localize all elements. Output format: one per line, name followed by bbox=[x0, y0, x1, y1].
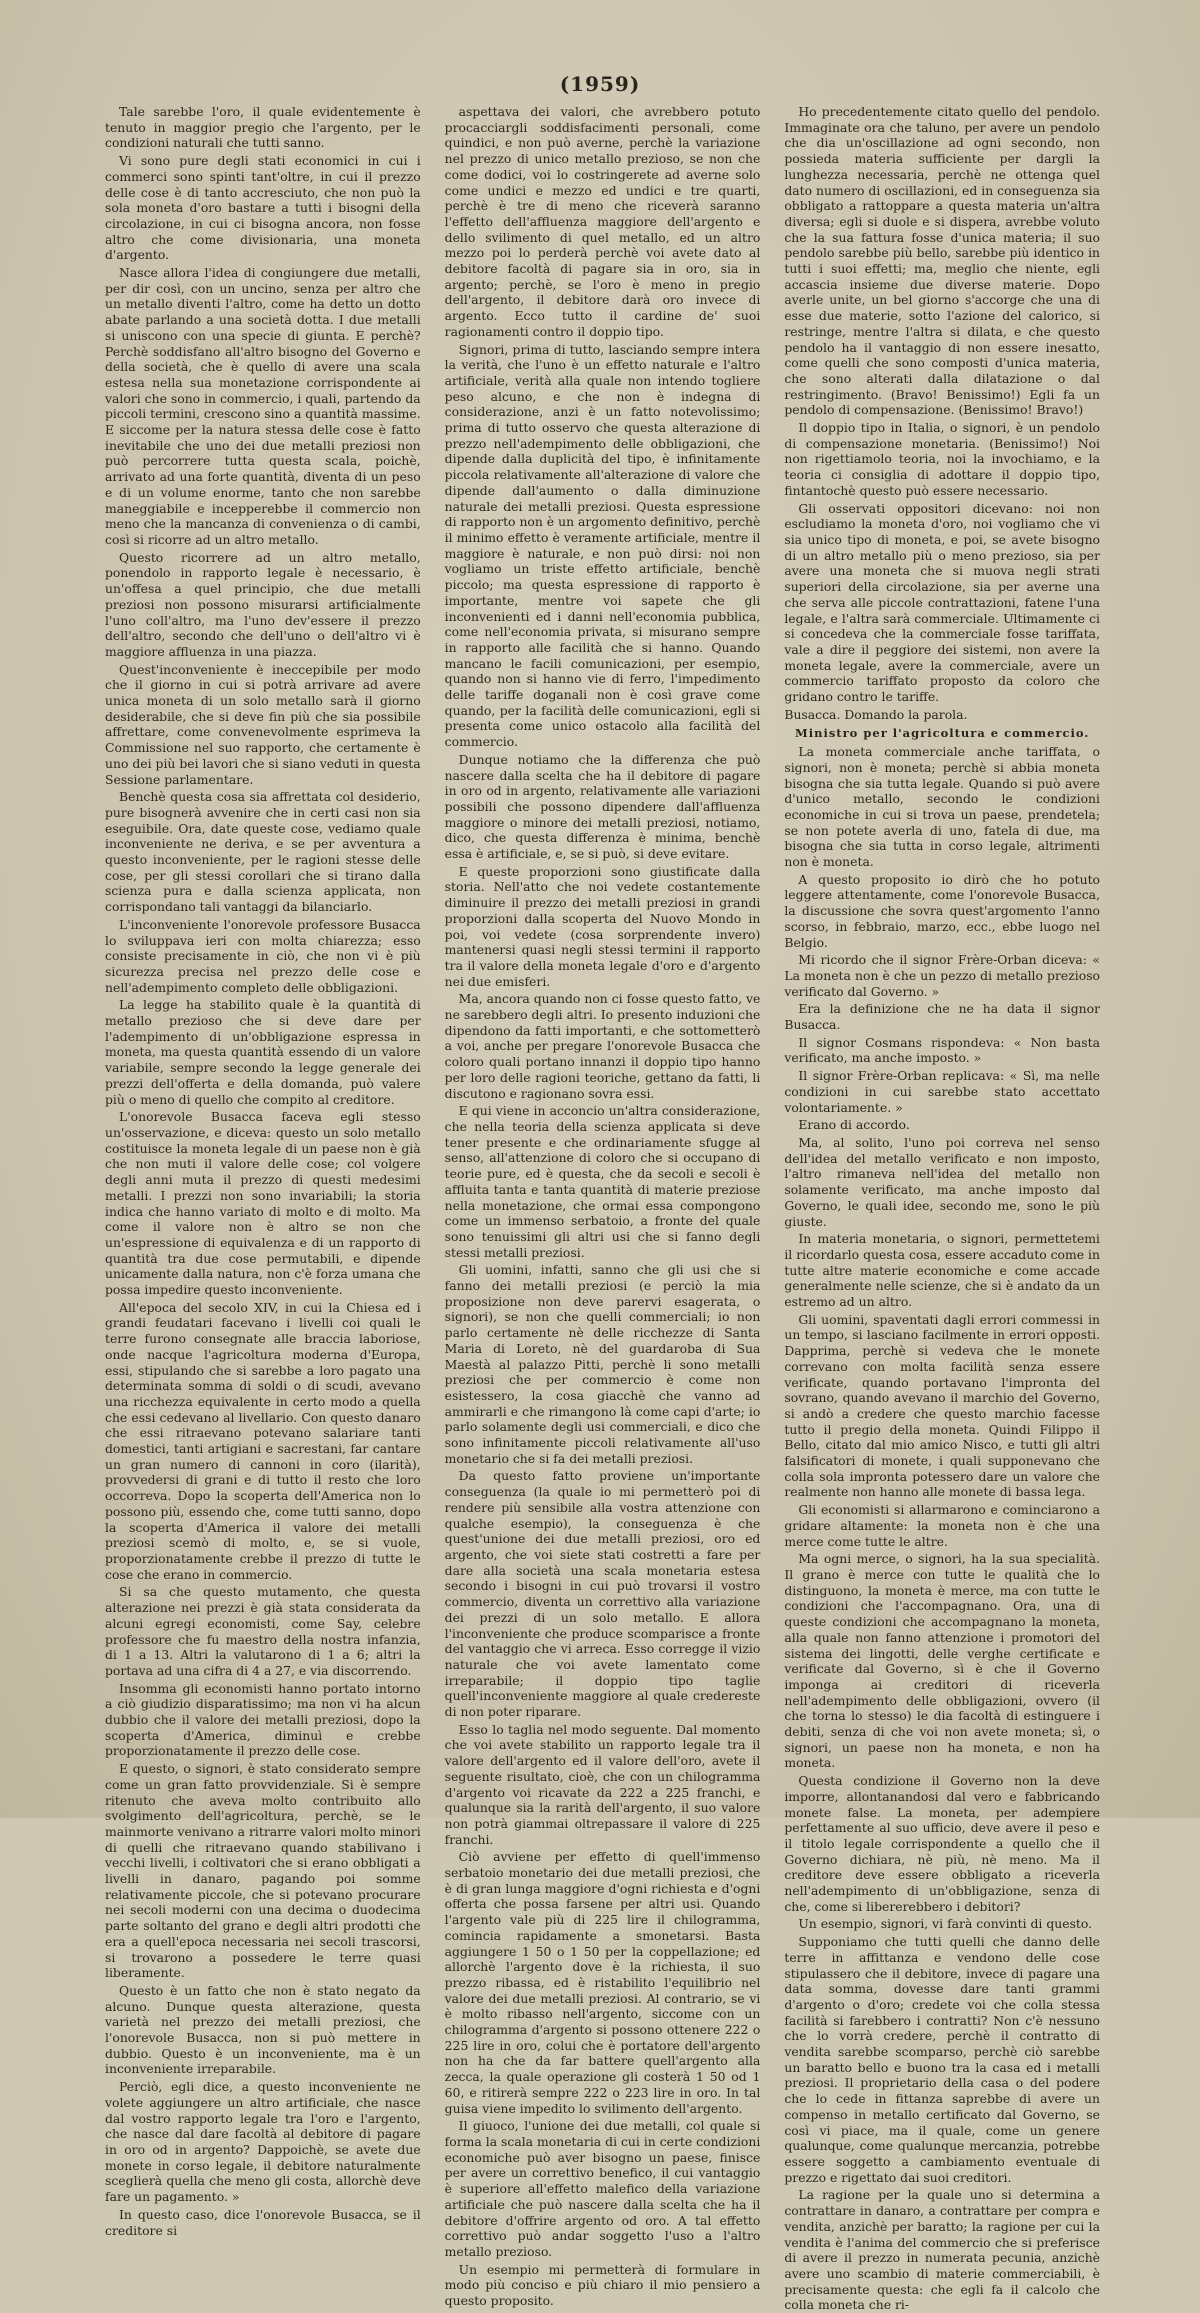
paragraph: La legge ha stabilito quale è la quantità di metallo prezioso che si deve dare per l'adempimento di un'obbligazione espressa in moneta, ma questa quantità essendo di un valore variabile, sempre secondo la legge generale dei prezzi dell'offerta e della domanda, può valere più o meno di quello che compito al creditore. bbox=[105, 997, 421, 1107]
paragraph: La moneta commerciale anche tariffata, o signori, non è moneta; perchè si abbia moneta bisogna che sia tutta legale. Quando si può avere d'unico metallo, secondo le condizioni economiche in cui si trova un paese, prendetela; se non potete averla di uno, fatela di due, ma bisogna che sia tutta in corso legale, altrimenti non è moneta. bbox=[784, 744, 1101, 870]
paragraph: Erano di accordo. bbox=[798, 1117, 910, 1133]
paragraph: Gli uomini, infatti, sanno che gli usi che si fanno dei metalli preziosi (e perciò la mia proposizione non deve parervi esagerata, o signori), se non che quelli commerciali; io non parlo certamente nè delle ricchezze di Santa Maria di Loreto, nè del guardaroba di Sua Maestà al palazzo Pitti, perchè li sono metalli preziosi che per commercio è come non esistessero, la cosa giacchè che vanno ad ammirarli e che rimangono là come capi d'arte; io parlo solamente degli usi commerciali, e dico che sono infinitamente piccoli relativamente all'uso monetario che si fa dei metalli preziosi. bbox=[444, 1262, 761, 1466]
section-heading: Ministro per l'agricoltura e commercio. bbox=[795, 726, 1090, 741]
paragraph: Mi ricordo che il signor Frère-Orban diceva: « La moneta non è che un pezzo di metallo prezioso verificato dal Governo. » bbox=[784, 952, 1101, 999]
paragraph: Gli osservati oppositori dicevano: noi non escludiamo la moneta d'oro, noi vogliamo che vi sia unico tipo di moneta, e poi, se avete bisogno di un altro metallo più o meno prezioso, sia per avere una moneta che si muova negli strati superiori della circolazione, sia per averne una che serva alle piccole contrattazioni, fatene l'una legale, e l'altra sarà commerciale. Ultimamente ci si concedeva che la commerciale fosse tariffata, vale a dire il peggiore dei sistemi, non avere la moneta legale, avere la commerciale, avere un commercio tariffato proposto da coloro che gridano contro le tariffe. bbox=[784, 500, 1101, 705]
column-right bbox=[784, 104, 1101, 2313]
text-columns bbox=[105, 104, 1101, 2313]
column-middle bbox=[444, 104, 761, 2309]
paragraph: Nasce allora l'idea di congiungere due metalli, per dir così, con un uncino, senza per altro che un metallo diventi l'altro, come ha detto un dotto abate parlando a una società dotta. I due metalli si uniscono con una specie di giunta. E perchè? Perchè soddisfano all'altro bisogno del Governo e della società, che è quello di avere una scala estesa nella sua monetazione corrispondente ai valori che sono in commercio, i quali, partendo da piccoli termini, crescono sino a quantità massime. E siccome per la natura stessa delle cose è fatto inevitabile che uno dei due metalli preziosi non può percorrere tutta questa scala, poichè, arrivato ad una forte quantità, diventa di un peso e di un volume enorme, tanto che non sarebbe maneggiabile e incepperebbe il commercio non meno che la mancanza di convenienza o di cambi, così si ricorre ad un altro metallo. bbox=[105, 265, 421, 547]
paragraph: In questo caso, dice l'onorevole Busacca, se il creditore si bbox=[105, 2206, 421, 2238]
paragraph: Benchè questa cosa sia affrettata col desiderio, pure bisognerà avvenire che in certi casi non sia eseguibile. Ora, date queste cose, vediamo quale inconveniente ne deriva, e se per avventura a questo inconveniente, per le ragioni stesse delle cose, per gli stessi corollari che si tirano dalla scienza pura e dalla scienza applicata, non corrispondano tali vantaggi da bilanciarlo. bbox=[105, 789, 421, 915]
paragraph: E questo, o signori, è stato considerato sempre come un gran fatto provvidenziale. Si è sempre ritenuto che aveva molto contribuito allo svolgimento dell'agricoltura, perchè, se le mainmorte venivano a ritrarre valori molto minori di quelli che ritraevano quando stabilivano i vecchi livelli, i coltivatori che si erano obbligati a livelli in danaro, pagando poi somme relativamente piccole, che si potevano procurare nei secoli moderni con una decima o duodecima parte soltanto del grano e degli altri prodotti che era a quell'epoca necessaria nei secoli trascorsi, si trovarono a possedere le terre quasi liberamente. bbox=[105, 1761, 421, 1981]
paragraph: Ciò avviene per effetto di quell'immenso serbatoio monetario dei due metalli preziosi, che è di gran lunga maggiore d'ogni richiesta e d'ogni offerta che possa farsene per altri usi. Quando l'argento vale più di 225 lire il chilogramma, comincia rapidamente a smonetarsi. Basta aggiungere 1 50 o 1 50 per la coppellazione; ed allorchè l'argento dove è la richiesta, il suo prezzo ribassa, ed è ristabilito l'equilibrio nel valore dei due metalli preziosi. Al contrario, se vi è molto ribasso nell'argento, siccome con un chilogramma d'argento si possono ottenere 222 o 225 lire in oro, colui che è portatore dell'argento non ha che da far battere quell'argento alla zecca, la quale operazione gli costerà 1 50 od 1 60, e ritirerà sempre 222 o 223 lire in oro. In tal guisa viene impedito lo svilimento dell'argento. bbox=[444, 1849, 761, 2116]
paragraph: Dunque notiamo che la differenza che può nascere dalla scelta che ha il debitore di pagare in oro od in argento, relativamente alle variazioni possibili che possono dipendere dall'affluenza maggiore o minore dei metalli preziosi, notiamo, dico, che questa differenza è minima, benchè essa è artificiale, e, se si può, si deve evitare. bbox=[444, 751, 761, 862]
paragraph: Era la definizione che ne ha data il signor Busacca. bbox=[784, 1001, 1101, 1033]
paragraph: Supponiamo che tutti quelli che danno delle terre in affittanza e vendono delle cose stipulassero che il debitore, invece di pagare una data somma, dovesse dare tanti grammi d'argento o d'oro; credete voi che colla stessa facilità si farebbero i contratti? Non c'è nessuno che lo vorrà credere, perchè il contratto di vendita sarebbe scomparso, perchè ciò sarebbe un baratto bello e buono tra la casa ed i metalli preziosi. Il proprietario della casa o del podere che lo cede in fittanza saprebbe di avere un compenso in metallo certificato dal Governo, se così vi piace, ma il quale, come un genere qualunque, come qualunque mercanzia, potrebbe essere soggetto a cambiamento eventuale di prezzo e rigettato dai suoi creditori. bbox=[784, 1934, 1101, 2185]
paragraph: Gli economisti si allarmarono e cominciarono a gridare altamente: la moneta non è che una merce come tutte le altre. bbox=[784, 1502, 1101, 1549]
paragraph: Il doppio tipo in Italia, o signori, è un pendolo di compensazione monetaria. (Benissimo!) Noi non rigettiamolo teoria, noi la invochiamo, e la teoria ci consiglia di adottare il doppio tipo, fintantochè questo può essere necessario. bbox=[784, 420, 1101, 498]
paragraph: aspettava dei valori, che avrebbero potuto procacciargli soddisfacimenti personali, come quindici, e non può averne, perchè la variazione nel prezzo di unico metallo prezioso, se non che come dodici, voi lo costringerete ad averne solo come undici e mezzo ed undici e tre quarti, perchè è tre di meno che riceverà saranno l'effetto dell'affluenza maggiore dell'argento e dello svilimento di quel metallo, ed un altro mezzo poi lo perderà perchè voi avete dato al debitore facoltà di pagare sia in oro, sia in argento; perchè, se l'oro è meno in pregio dell'argento, il debitore darà oro invece di argento. Ecco tutto il cardine de' suoi ragionamenti contro il doppio tipo. bbox=[444, 104, 761, 339]
paragraph: Ma, al solito, l'uno poi correva nel senso dell'idea del metallo verificato e non imposto, l'altro rimaneva nell'idea del metallo non solamente verificato, ma anche imposto dal Governo, le quali idee, secondo me, sono le più giuste. bbox=[784, 1135, 1101, 1229]
paragraph: Insomma gli economisti hanno portato intorno a ciò giudizio disparatissimo; ma non vi ha alcun dubbio che il valore dei metalli preziosi, dopo la scoperta d'America, diminuì e crebbe proporzionatamente il prezzo delle cose. bbox=[105, 1680, 421, 1759]
paragraph: Un esempio mi permetterà di formulare in modo più conciso e più chiaro il mio pensiero a questo proposito. bbox=[444, 2261, 761, 2309]
speaker-line: Busacca. Domando la parola. bbox=[784, 706, 968, 722]
paragraph: Quest'inconveniente è ineccepibile per modo che il giorno in cui si potrà arrivare ad avere unica moneta di un solo metallo sarà il giorno desiderabile, che si deve fin più che sia possibile affrettare, come convenevolmente esprimeva la Commissione nel suo rapporto, che certamente è uno dei più bei lavori che si siano veduti in questa Sessione parlamentare. bbox=[105, 661, 421, 787]
paragraph: L'onorevole Busacca faceva egli stesso un'osservazione, e diceva: questo un solo metallo costituisce la moneta legale di un paese non è già che non muti il valore delle cose; col volgere degli anni muta il prezzo di questi medesimi metalli. I prezzi non sono invariabili; la storia indica che hanno variato di molto e di molto. Ma come il valore non è altro se non che un'espressione di equivalenza e di un rapporto di quantità tra due cose permutabili, e dipende unicamente dalla natura, non c'è forza umana che possa impedire questo inconveniente. bbox=[105, 1109, 421, 1298]
paragraph: All'epoca del secolo XIV, in cui la Chiesa ed i grandi feudatari facevano i livelli coi quali le terre furono consegnate alle braccia laboriose, onde nacque l'agricoltura moderna d'Europa, essi, stipulando che si sarebbe a loro pagato una determinata somma di soldi o di scudi, avevano una ricchezza equivalente in certo modo a quella che essi cedevano al livellario. Con questo danaro che essi ritraevano potevano salariare tanti domestici, tanti artigiani e sacrestani, far cantare un gran numero di cannoni in coro (ilarità), provvedersi di grani e di tutto il resto che loro occorreva. Dopo la scoperta dell'America non lo possono più, essendo che, come tutti sanno, dopo la scoperta d'America il valore dei metalli preziosi scemò di molto, e, se si vuole, proporzionatamente crebbe il prezzo di tutte le cose che erano in commercio. bbox=[105, 1299, 421, 1582]
paragraph: Ho precedentemente citato quello del pendolo. Immaginate ora che taluno, per avere un pendolo che dia un'oscillazione ad ogni secondo, non possieda materia sufficiente per dargli la lunghezza necessaria, perchè ne ottenga quel dato numero di oscillazioni, ed in conseguenza sia obbligato a rattoppare a questa materia un'altra diversa; egli si duole e si dispera, avrebbe voluto che la sua fattura fosse d'unica materia; il suo pendolo sarebbe più bello, sarebbe più identico in tutti i suoi effetti; ma, meglio che niente, egli accascia insieme due diverse materie. Dopo averle unite, un bel giorno s'accorge che una di esse due materie, sotto l'azione del calorico, si restringe, mentre l'altra si dilata, e che questo pendolo ha il vantaggio di non essere inesatto, come quelli che sono composti d'unica materia, che sono alterati dalla dilatazione o dal restringimento. (Bravo! Benissimo!) Egli fa un pendolo di compensazione. (Benissimo! Bravo!) bbox=[784, 104, 1101, 418]
paragraph: L'inconveniente l'onorevole professore Busacca lo sviluppava ieri con molta chiarezza; esso consiste precisamente in ciò, che non vi è più sicurezza precisa nel prezzo delle cose e nell'adempimento completo delle obbligazioni. bbox=[105, 916, 421, 995]
paragraph: Perciò, egli dice, a questo inconveniente ne volete aggiungere un altro artificiale, che nasce dal vostro rapporto legale tra l'oro e l'argento, che nasce dal dare facoltà al debitore di pagare in oro od in argento? Dappoichè, se avete due monete in corso legale, il debitore naturalmente sceglierà quella che meno gli costa, allorchè deve fare un pagamento. » bbox=[105, 2079, 421, 2205]
paragraph: E qui viene in acconcio un'altra considerazione, che nella teoria della scienza applicata si deve tener presente e che ordinariamente sfugge al senso, all'attenzione di coloro che si occupano di teorie pure, ed è questa, che da secoli e secoli è affluita tanta e tanta quantità di materie preziose nella monetazione, che ormai essa compongono come un immenso serbatoio, a fronte del quale sono tenuissimi gli altri usi che si fanno degli stessi metalli preziosi. bbox=[444, 1103, 761, 1260]
paragraph: Il signor Cosmans rispondeva: « Non basta verificato, ma anche imposto. » bbox=[784, 1034, 1101, 1066]
paragraph: Il giuoco, l'unione dei due metalli, col quale si forma la scala monetaria di cui in certe condizioni economiche può aver bisogno un paese, finisce per avere un correttivo benefico, il cui vantaggio è superiore all'effetto malefico della variazione artificiale che può nascere dalla scelta che ha il debitore d'offrire argento od oro. A tal effetto correttivo può andar soggetto l'uso a l'altro metallo prezioso. bbox=[444, 2118, 761, 2259]
paragraph: E queste proporzioni sono giustificate dalla storia. Nell'atto che noi vedete costantemente diminuire il prezzo dei metalli preziosi in grandi proporzioni dalla scoperta del Nuovo Mondo in poi, voi vedete (cosa sorprendente invero) mantenersi quasi negli stessi termini il rapporto tra il valore della moneta legale d'oro e d'argento nei due emisferi. bbox=[444, 863, 761, 989]
paragraph: Il signor Frère-Orban replicava: « Sì, ma nelle condizioni in cui sarebbe stato accettato volontariamente. » bbox=[784, 1068, 1101, 1115]
paragraph: Ma, ancora quando non ci fosse questo fatto, ve ne sarebbero degli altri. Io presento induzioni che dipendono da fatti importanti, e che sottometterò a voi, anche per pregare l'onorevole Busacca che coloro quali portano innanzi il doppio tipo hanno per loro delle ragioni teoriche, gettano da fatti, li discutono e ragionano sovra essi. bbox=[444, 991, 761, 1101]
paragraph: Gli uomini, spaventati dagli errori commessi in un tempo, si lasciano facilmente in errori opposti. Dapprima, perchè si vedeva che le monete correvano con molta facilità senza essere verificate, quando portavano l'impronta del sovrano, quando avevano il marchio del Governo, si andò a credere che questo marchio facesse tutto il pregio della moneta. Quindi Filippo il Bello, citato dal mio amico Nisco, e tutti gli altri falsificatori di monete, i quali supponevano che colla sola impronta potessero dare un valore che realmente non hanno alle monete di bassa lega. bbox=[784, 1311, 1101, 1500]
paragraph: Questa condizione il Governo non la deve imporre, allontanandosi dal vero e fabbricando monete false. La moneta, per adempiere perfettamente al suo ufficio, deve avere il peso e il titolo legale corrispondente a quello che il Governo dichiara, nè più, nè meno. Ma il creditore deve essere obbligato a riceverla nell'adempimento di un'obbligazione, senza di che, come si libererebbero i debitori? bbox=[784, 1773, 1101, 1914]
page-number: (1959) bbox=[559, 72, 641, 96]
paragraph: Questo ricorrere ad un altro metallo, ponendolo in rapporto legale è necessario, è un'offesa a quel principio, che due metalli preziosi non possono misurarsi artificialmente l'uno coll'altro, ma l'uno dev'essere il prezzo dell'altro, secondo che dell'uno o dell'altro vi è maggiore affluenza in una piazza. bbox=[105, 549, 421, 659]
paragraph: Si sa che questo mutamento, che questa alterazione nei prezzi è già stata considerata da alcuni egregi economisti, come Say, celebre professore che fu maestro della nostra infanzia, di 1 a 13. Altri la valutarono di 1 a 6; altri la portava ad una cifra di 4 a 27, e via discorrendo. bbox=[105, 1584, 421, 1678]
paragraph: Tale sarebbe l'oro, il quale evidentemente è tenuto in maggior pregio che l'argento, per le condizioni naturali che tutti sanno. bbox=[105, 104, 421, 151]
paragraph: Vi sono pure degli stati economici in cui i commerci sono spinti tant'oltre, in cui il prezzo delle cose è di tanto accresciuto, che non può la sola moneta d'oro bastare a tutti i bisogni della circolazione, in cui ci bisogna ancora, non fosse altro che come divisionaria, una moneta d'argento. bbox=[105, 153, 421, 263]
paragraph: In materia monetaria, o signori, permettetemi il ricordarlo questa cosa, essere accaduto come in tutte altre materie economiche e come accade generalmente nelle scienze, che si è andato da un estremo ad un altro. bbox=[784, 1231, 1101, 1310]
paragraph: Da questo fatto proviene un'importante conseguenza (la quale io mi permetterò poi di rendere più sensibile alla vostra attenzione con qualche esempio), la conseguenza è che quest'unione dei due metalli preziosi, oro ed argento, che voi siete stati costretti a fare per dare alla società una scala monetaria estesa secondo i bisogni in cui può trovarsi il vostro commercio, diventa un correttivo alla variazione dei prezzi di un solo metallo. E allora l'inconveniente che produce scomparisce a fronte del vantaggio che vi arreca. Esso corregge il vizio naturale che voi avete lamentato come irreparabile; il doppio tipo taglie quell'inconveniente maggiore al quale credereste di non poter riparare. bbox=[444, 1468, 761, 1720]
column-left bbox=[105, 104, 421, 2238]
paragraph: Un esempio, signori, vi farà convinti di questo. bbox=[798, 1916, 1093, 1932]
paragraph: Esso lo taglia nel modo seguente. Dal momento che voi avete stabilito un rapporto legale tra il valore dell'argento ed il valore dell'oro, avete il seguente risultato, cioè, che con un chilogramma d'argento voi ricavate da 222 a 225 franchi, e qualunque sia la rarità dell'argento, il suo valore non potrà giammai oltrepassare il valore di 225 franchi. bbox=[444, 1721, 761, 1847]
paragraph: La ragione per la quale uno si determina a contrattare in danaro, a contrattare per compra e vendita, anzichè per baratto; la ragione per cui la vendita è l'anima del commercio che si preferisce di avere il prezzo in numerata pecunia, anzichè avere uno scambio di materie commerciabili, è precisamente questa: che egli fa il calcolo che colla moneta che ri- bbox=[784, 2187, 1101, 2313]
paragraph: A questo proposito io dirò che ho potuto leggere attentamente, come l'onorevole Busacca, la discussione che sovra quest'argomento l'anno scorso, in febbraio, marzo, ecc., ebbe luogo nel Belgio. bbox=[784, 871, 1101, 950]
paragraph: Signori, prima di tutto, lasciando sempre intera la verità, che l'uno è un effetto naturale e l'altro artificiale, verità alla quale non intendo togliere peso alcuno, e che non è indegna di considerazione, anzi è un fatto notevolissimo; prima di tutto osservo che questa alterazione di prezzo nell'adempimento delle obbligazioni, che dipende dalla duplicità del tipo, è infinitamente piccola relativamente all'alterazione di valore che dipende dall'aumento o dalla diminuzione naturale dei metalli preziosi. Questa espressione di rapporto non è un argomento definitivo, perchè il minimo effetto è veramente artificiale, mentre il maggiore è naturale, e non può dirsi: noi non vogliamo un triste effetto artificiale, benchè piccolo; ma questa espressione di rapporto è importante, mentre voi sapete che gli inconvenienti ed i danni nell'economia pubblica, come nell'economia privata, si misurano sempre in rapporto alle facilità che si hanno. Quando mancano le facili comunicazioni, per esempio, quando non si hanno vie di ferro, l'impedimento delle tariffe doganali non è così grave come quando, per la facilità delle comunicazioni, egli si presenta come unico ostacolo alla facilità del commercio. bbox=[444, 341, 761, 750]
paragraph: Questo è un fatto che non è stato negato da alcuno. Dunque questa alterazione, questa varietà nel prezzo dei metalli preziosi, che l'onorevole Busacca, non si può mettere in dubbio. Questo è un inconveniente, ma è un inconveniente irreparabile. bbox=[105, 1982, 421, 2077]
paragraph: Ma ogni merce, o signori, ha la sua specialità. Il grano è merce con tutte le qualità che lo distinguono, la moneta è merce, ma con tutte le condizioni che l'accompagnano. Ora, una di queste condizioni che accompagnano la moneta, alla quale non fanno attenzione i promotori del sistema dei lingotti, delle verghe certificate e verificate dal Governo, sì è che il Governo imponga ai creditori di riceverla nell'adempimento delle obbligazioni, ovvero (il che torna lo stesso) le dia facoltà di estinguere i debiti, senza di che voi non avete moneta; sì, o signori, un paese non ha moneta, e non ha moneta. bbox=[784, 1551, 1101, 1771]
